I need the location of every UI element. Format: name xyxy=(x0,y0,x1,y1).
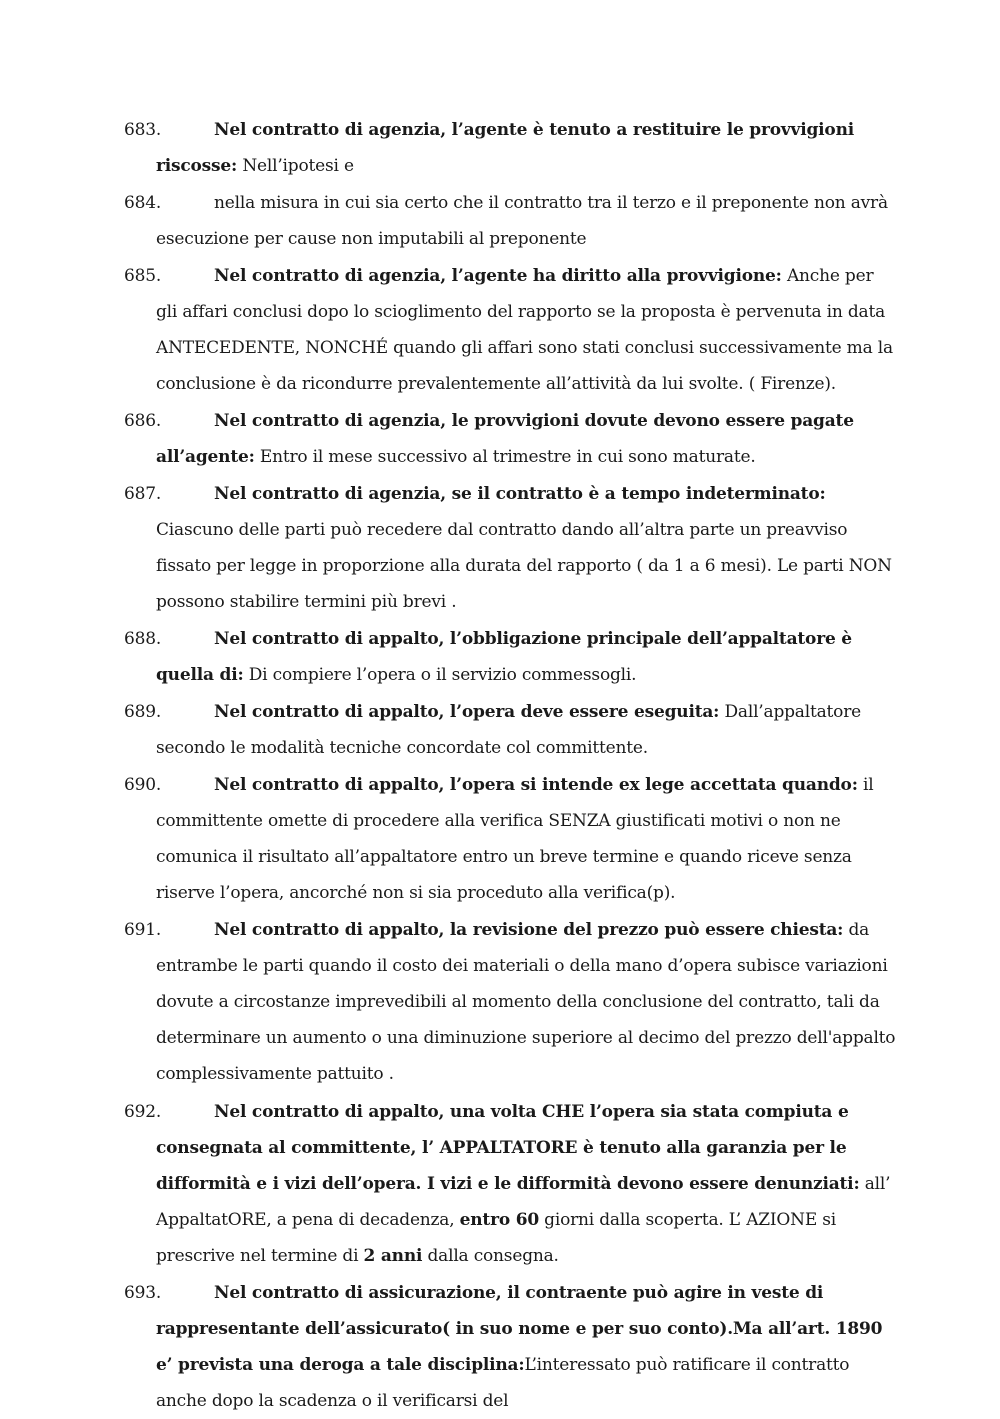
item-answer-cont: giorni dalla scoperta. L’ AZIONE si prescrive nel termine di xyxy=(156,1210,837,1266)
item-answer: all’ AppaltatORE, a pena di decadenza, xyxy=(156,1174,891,1230)
item-number: 689. xyxy=(124,702,162,722)
item-answer: da entrambe le parti quando il costo dei materiali o della mano d’opera subisce variazioni dovute a circostanze imprevedibili al momento della conclusione del contratto, tali da determinare un aumento o una diminuzione superiore al decimo del prezzo dell'appalto complessivamente pattuito . xyxy=(156,920,896,1084)
item-answer: Di compiere l’opera o il servizio commessogli. xyxy=(243,665,637,685)
item-number: 690. xyxy=(124,775,162,795)
item-answer: L’interessato può ratificare il contratto anche dopo la scadenza o il verificarsi del xyxy=(156,1355,850,1411)
item-text xyxy=(156,912,896,1092)
item-number: 686. xyxy=(124,411,162,431)
item-number: 688. xyxy=(124,629,162,649)
item-question: Nel contratto di appalto, l’opera deve essere eseguita: xyxy=(214,702,720,722)
item-question: Nel contratto di agenzia, l’agente è tenuto a restituire le provvigioni riscosse: xyxy=(156,120,854,176)
item-question: Nel contratto di agenzia, le provvigioni dovute devono essere pagate all’agente: xyxy=(156,411,854,467)
item-text xyxy=(156,112,896,184)
item-number: 692. xyxy=(124,1102,162,1122)
item-question: Nel contratto di appalto, una volta CHE l’opera sia stata compiuta e consegnata al committente, l’ APPALTATORE è tenuto alla garanzia per le difformità e i vizi dell’opera. I vizi e le difformità devono essere denunziati: xyxy=(156,1102,860,1194)
item-text xyxy=(156,694,896,766)
item-number: 685. xyxy=(124,266,162,286)
item-question: Nel contratto di appalto, l’obbligazione principale dell’appaltatore è quella di: xyxy=(156,629,852,685)
item-text xyxy=(156,185,896,257)
item-number: 684. xyxy=(124,193,162,213)
item-answer-end: dalla consegna. xyxy=(422,1246,559,1266)
item-number: 687. xyxy=(124,484,162,504)
item-answer: Dall’appaltatore secondo le modalità tecniche concordate col committente. xyxy=(156,702,862,758)
item-number: 691. xyxy=(124,920,162,940)
item-question: Nel contratto di agenzia, l’agente ha diritto alla provvigione: xyxy=(214,266,782,286)
item-emphasis: 2 anni xyxy=(363,1246,423,1266)
item-number: 683. xyxy=(124,120,162,140)
item-answer: nella misura in cui sia certo che il contratto tra il terzo e il preponente non avrà esecuzione per cause non imputabili al preponente xyxy=(156,193,888,249)
item-question: Nel contratto di assicurazione, il contraente può agire in veste di rappresentante dell’assicurato( in suo nome e per suo conto).Ma all’art. 1890 e’ prevista una deroga a tale disciplina: xyxy=(156,1283,883,1375)
item-text xyxy=(156,767,896,911)
item-number: 693. xyxy=(124,1283,162,1303)
item-text xyxy=(156,1094,896,1274)
item-answer: Ciascuno delle parti può recedere dal contratto dando all’altra parte un preavviso fissato per legge in proporzione alla durata del rapporto ( da 1 a 6 mesi). Le parti NON possono stabilire termini più brevi . xyxy=(156,520,892,612)
item-answer: Anche per gli affari conclusi dopo lo scioglimento del rapporto se la proposta è pervenuta in data ANTECEDENTE, NONCHÉ quando gli affari sono stati conclusi successivamente ma la conclusione è da ricondurre prevalentemente all’attività da lui svolte. ( Firenze). xyxy=(156,266,893,394)
item-text xyxy=(156,476,896,620)
item-text xyxy=(156,621,896,693)
item-answer: Entro il mese successivo al trimestre in cui sono maturate. xyxy=(254,447,756,467)
item-text xyxy=(156,1275,896,1419)
item-question: Nel contratto di appalto, la revisione del prezzo può essere chiesta: xyxy=(214,920,844,940)
item-text xyxy=(156,258,896,402)
item-answer: il committente omette di procedere alla verifica SENZA giustificati motivi o non ne comunica il risultato all’appaltatore entro un breve termine e quando riceve senza riserve l’opera, ancorché non si sia proceduto alla verifica(p). xyxy=(156,775,874,903)
item-question: Nel contratto di appalto, l’opera si intende ex lege accettata quando: xyxy=(214,775,858,795)
item-answer: Nell’ipotesi e xyxy=(237,156,354,176)
item-emphasis: entro 60 xyxy=(459,1210,539,1230)
item-question: Nel contratto di agenzia, se il contratto è a tempo indeterminato: xyxy=(214,484,826,504)
item-text xyxy=(156,403,896,475)
